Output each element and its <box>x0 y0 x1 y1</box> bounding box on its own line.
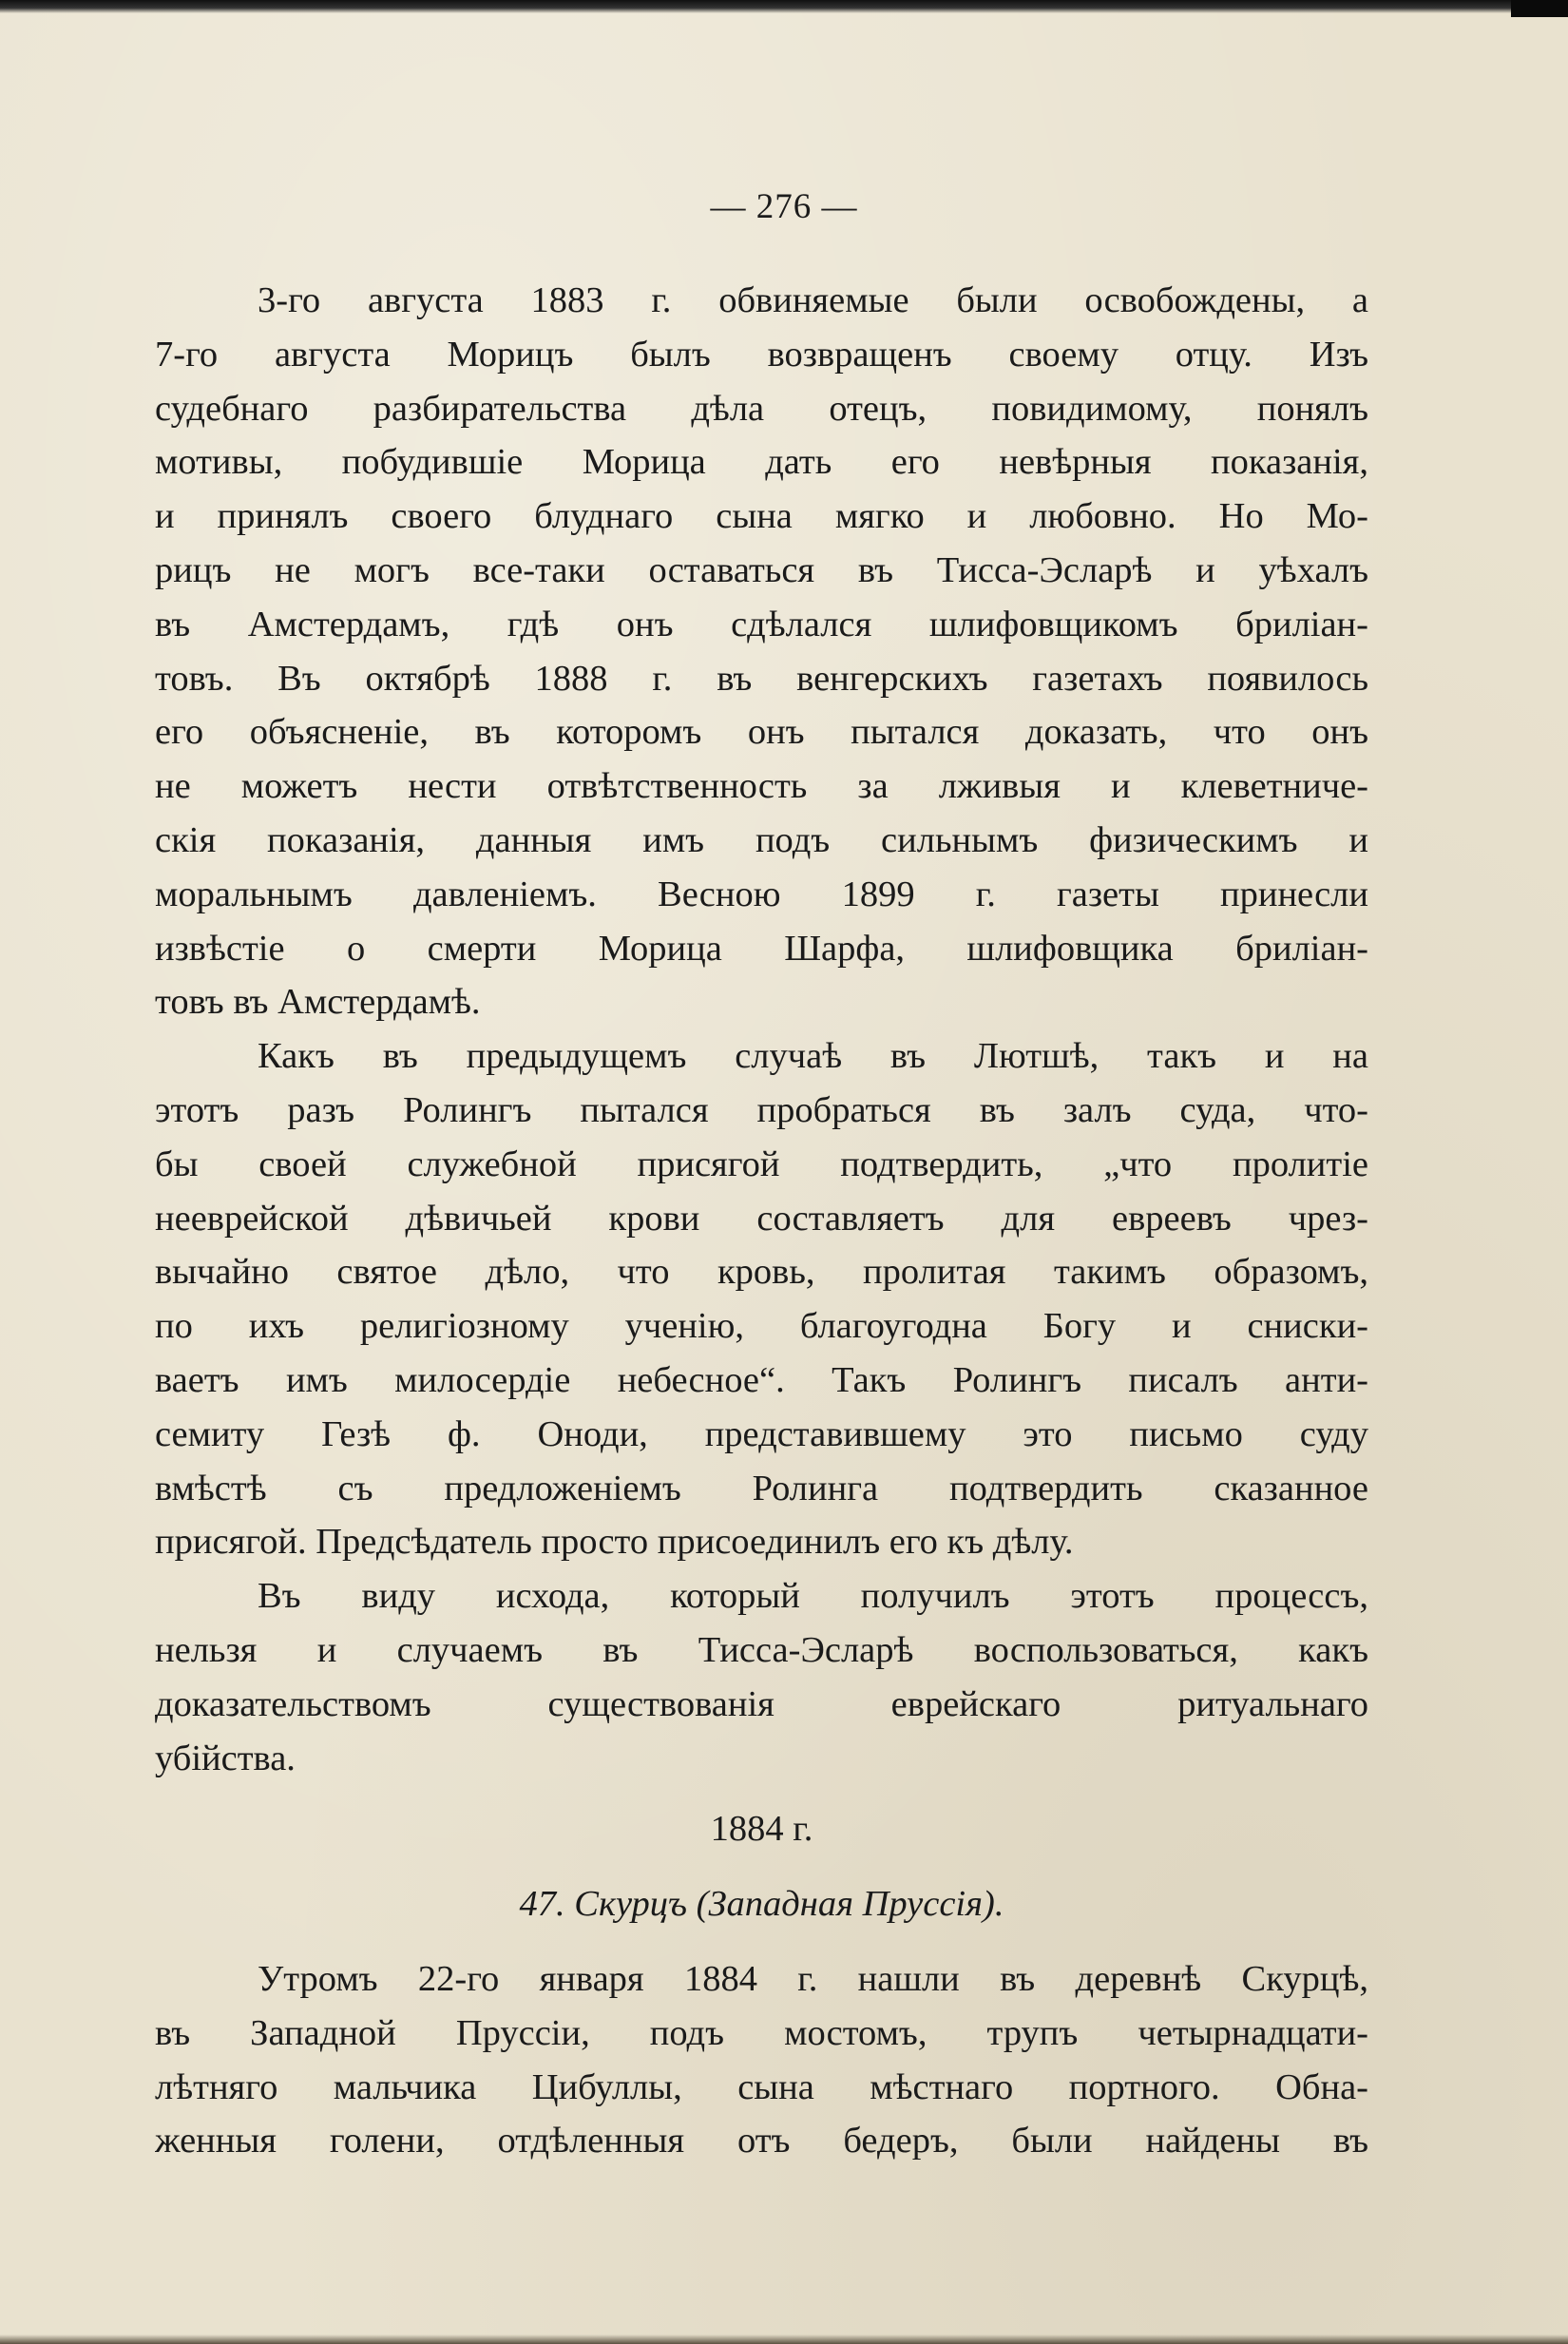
paragraph <box>155 1952 1368 2168</box>
text-line: женныя голени, отдѣленныя отъ бедеръ, были найдены въ <box>155 2121 1368 2161</box>
scan-bottom-edge <box>0 2334 1568 2344</box>
text-line: рицъ не могъ все-таки оставаться въ Тисса-Эсларѣ и уѣхалъ <box>155 549 1368 590</box>
text-line: присягой. Предсѣдатель просто присоединилъ его къ дѣлу. <box>155 1522 1074 1563</box>
paragraph <box>155 274 1368 1029</box>
text-line: въ Западной Пруссіи, подъ мостомъ, трупъ четырнадцати- <box>155 2012 1368 2053</box>
text-line: извѣстіе о смерти Морица Шарфа, шлифовщика бриліан- <box>155 928 1368 969</box>
text-line: семиту Гезѣ ф. Оноди, представившему это письмо суду <box>155 1413 1368 1454</box>
text-line: Утромъ 22-го января 1884 г. нашли въ деревнѣ Скурцѣ, <box>258 1958 1368 1999</box>
paragraph <box>155 1569 1368 1785</box>
text-line: 3-го августа 1883 г. обвиняемые были освобождены, а <box>258 280 1368 320</box>
text-line: въ Амстердамъ, гдѣ онъ сдѣлался шлифовщикомъ бриліан- <box>155 604 1368 644</box>
text-line: товъ въ Амстердамѣ. <box>155 982 481 1023</box>
text-line: 7-го августа Морицъ былъ возвращенъ своему отцу. Изъ <box>155 334 1368 375</box>
text-line: моральнымъ давленіемъ. Весною 1899 г. газеты принесли <box>155 874 1368 914</box>
scan-corner-shadow <box>1511 0 1568 17</box>
text-line: его объясненіе, въ которомъ онъ пытался доказать, что онъ <box>155 712 1368 753</box>
page-number: — 276 — <box>710 187 858 226</box>
paragraph <box>155 1029 1368 1569</box>
text-line: ваетъ имъ милосердіе небесное“. Такъ Ролингъ писалъ анти- <box>155 1359 1368 1400</box>
text-line: нельзя и случаемъ въ Тисса-Эсларѣ воспользоваться, какъ <box>155 1629 1368 1670</box>
text-line: бы своей служебной присягой подтвердить, „что пролитіе <box>155 1143 1368 1184</box>
text-line: и принялъ своего блуднаго сына мягко и любовно. Но Мо- <box>155 496 1368 537</box>
text-line: товъ. Въ октябрѣ 1888 г. въ венгерскихъ газетахъ появилось <box>155 658 1368 699</box>
body-text <box>155 274 1368 2168</box>
text-line: Какъ въ предыдущемъ случаѣ въ Лютшѣ, такъ и на <box>258 1036 1368 1077</box>
text-line: этотъ разъ Ролингъ пытался пробраться въ залъ суда, что- <box>155 1089 1368 1130</box>
year-heading: 1884 г. <box>710 1809 813 1850</box>
text-line: вмѣстѣ съ предложеніемъ Ролинга подтвердить сказанное <box>155 1468 1368 1508</box>
text-line: нееврейской дѣвичьей крови составляетъ для евреевъ чрез- <box>155 1198 1368 1239</box>
text-line: мотивы, побудившіе Морица дать его невѣрныя показанія, <box>155 442 1368 483</box>
text-line: скія показанія, данныя имъ подъ сильнымъ физическимъ и <box>155 819 1368 860</box>
text-line: судебнаго разбирательства дѣла отецъ, повидимому, понялъ <box>155 388 1368 429</box>
scan-top-edge <box>0 0 1568 13</box>
text-line: убійства. <box>155 1738 296 1778</box>
text-line: лѣтняго мальчика Цибуллы, сына мѣстнаго портного. Обна- <box>155 2066 1368 2107</box>
section-heading: 47. Скурцъ (Западная Пруссія). <box>519 1884 1004 1925</box>
text-line: по ихъ религіозному ученію, благоугодна Богу и сниски- <box>155 1306 1368 1347</box>
text-line: доказательствомъ существованія еврейскаго ритуальнаго <box>155 1683 1368 1724</box>
text-line: вычайно святое дѣло, что кровь, пролитая такимъ образомъ, <box>155 1252 1368 1293</box>
text-line: не можетъ нести отвѣтственность за лживыя и клеветниче- <box>155 766 1368 807</box>
text-line: Въ виду исхода, который получилъ этотъ процессъ, <box>258 1576 1368 1617</box>
